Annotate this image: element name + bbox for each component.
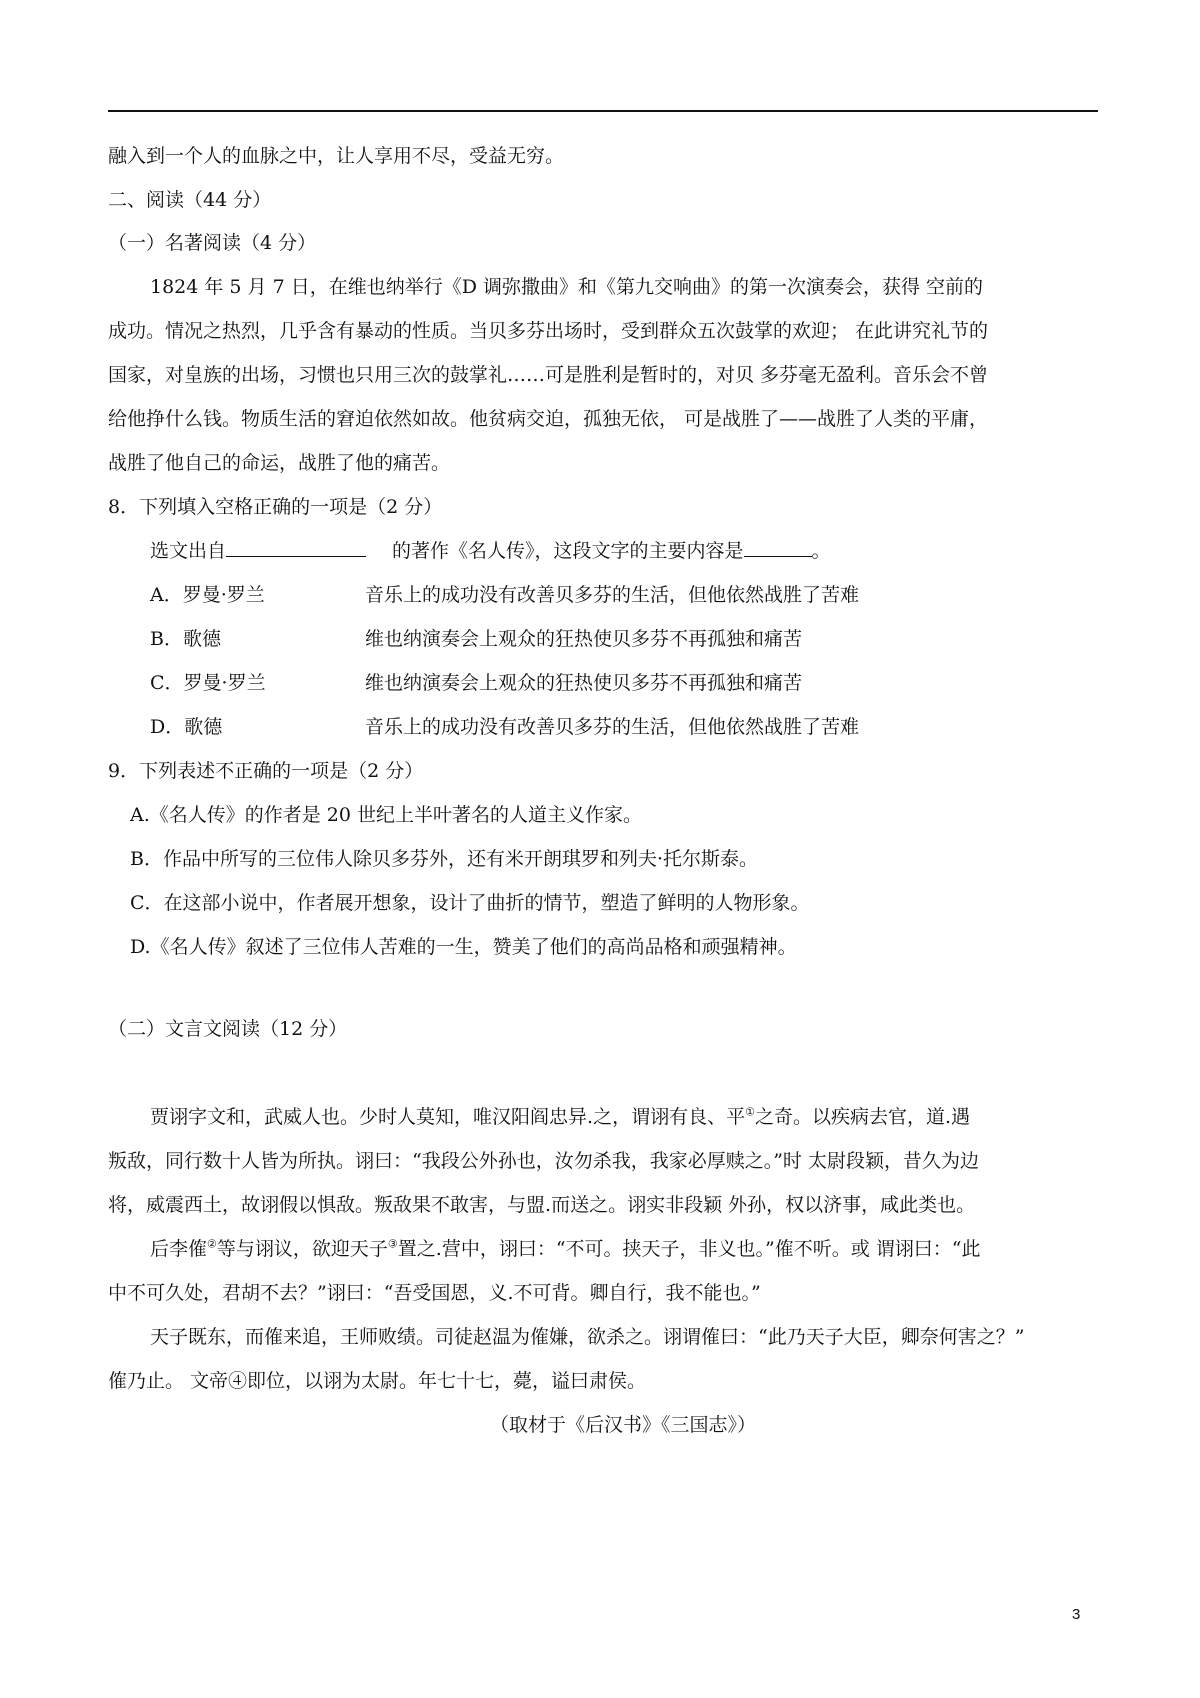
passage-line: 给他挣什么钱。物质生活的窘迫依然如故。他贫病交迫，孤独无依， 可是战胜了——战胜了人类的平庸， — [108, 408, 989, 430]
footnote-mark: ③ — [387, 1237, 398, 1251]
text: 等与诩议，欲迎天子 — [216, 1238, 388, 1260]
source-citation: （取材于《后汉书》《三国志》） — [490, 1414, 757, 1436]
subsection-heading: （二）文言文阅读（12 分） — [108, 1018, 348, 1040]
answer-blank — [226, 538, 366, 557]
question-8: 8．下列填入空格正确的一项是（2 分） — [108, 496, 443, 518]
section-heading: 二、阅读（44 分） — [108, 189, 272, 211]
text: 营中，诩曰：“不可。挟天子，非义也。”傕不听。或 谓诩曰：“此 — [441, 1238, 981, 1260]
classical-passage-line — [150, 1236, 981, 1262]
text: 后李傕 — [150, 1238, 208, 1260]
text: 之奇。以疾病去官，道 — [754, 1106, 945, 1128]
stem-text: 。 — [811, 540, 831, 562]
answer-blank — [744, 538, 812, 557]
emphasis-dot: . — [435, 1238, 442, 1260]
text: 置之 — [397, 1238, 436, 1260]
subsection-heading: （一）名著阅读（4 分） — [108, 232, 317, 254]
emphasis-dot: . — [545, 1194, 552, 1216]
text: 不可背。卿自行，我不能也。” — [513, 1282, 761, 1304]
option-letter: B．歌德 — [150, 628, 221, 650]
option-a — [150, 582, 265, 608]
header-rule — [108, 110, 1098, 112]
text-line: 融入到一个人的血脉之中，让人享用不尽，受益无穷。 — [108, 145, 565, 167]
text: 遇 — [951, 1106, 971, 1128]
footnote-mark: ② — [207, 1237, 217, 1251]
option-letter: C．罗曼·罗兰 — [150, 672, 266, 694]
passage-line: 成功。情况之热烈，几乎含有暴动的性质。当贝多芬出场时，受到群众五次鼓掌的欢迎； 在此讲究礼节的 — [108, 320, 989, 342]
option-c — [150, 670, 266, 696]
classical-passage-line: 叛敌，同行数十人皆为所执。诩曰：“我段公外孙也，汝勿杀我，我家必厚赎之。”时 太尉段颖，昔久为边 — [108, 1150, 979, 1172]
passage-line: 1824 年 5 月 7 日，在维也纳举行《D 调弥撒曲》和《第九交响曲》的第一次演奏会，获得 空前的 — [150, 276, 984, 298]
passage-line: 国家，对皇族的出场，习惯也只用三次的鼓掌礼……可是胜利是暂时的，对贝 多芬毫无盈利。音乐会不曾 — [108, 364, 989, 386]
emphasis-dot: . — [507, 1282, 514, 1304]
stem-text: 的著作《名人传》，这段文字的主要内容是 — [392, 540, 744, 562]
passage-line: 战胜了他自己的命运，战胜了他的痛苦。 — [108, 452, 451, 474]
option-b: B．作品中所写的三位伟人除贝多芬外，还有米开朗琪罗和列夫·托尔斯泰。 — [130, 848, 759, 870]
question-8-stem — [150, 538, 831, 564]
option-d-text: 音乐上的成功没有改善贝多芬的生活，但他依然战胜了苦难 — [365, 716, 860, 738]
option-d — [150, 714, 222, 740]
emphasis-dot: . — [944, 1106, 952, 1128]
option-letter: D．歌德 — [150, 716, 223, 738]
text: 贾诩字文和，武威人也。少时人莫知，唯汉阳阎忠异 — [150, 1106, 588, 1128]
classical-passage-line — [150, 1104, 970, 1130]
option-a: A.《名人传》的作者是 20 世纪上半叶著名的人道主义作家。 — [130, 804, 643, 826]
question-9: 9．下列表述不正确的一项是（2 分） — [108, 760, 424, 782]
footnote-mark: ① — [745, 1105, 755, 1119]
option-b-text: 维也纳演奏会上观众的狂热使贝多芬不再孤独和痛苦 — [365, 628, 803, 650]
text: 之，谓诩有良、平 — [593, 1106, 746, 1128]
emphasis-dot: . — [587, 1106, 594, 1128]
stem-text: 选文出自 — [150, 540, 227, 562]
option-d: D.《名人传》叙述了三位伟人苦难的一生，赞美了他们的高尚品格和顽强精神。 — [130, 936, 797, 958]
text: 而送之。诩实非段颖 外孙，权以济事，咸此类也。 — [551, 1194, 976, 1216]
classical-passage-line — [108, 1280, 761, 1306]
option-a-text: 音乐上的成功没有改善贝多芬的生活，但他依然战胜了苦难 — [365, 584, 860, 606]
classical-passage-line — [108, 1192, 975, 1218]
text: 将，威震西土，故诩假以惧敌。叛敌果不敢害，与盟 — [108, 1194, 546, 1216]
text: 中不可久处，君胡不去？”诩曰：“吾受国恩，义 — [108, 1282, 508, 1304]
classical-passage-line: 傕乃止。 文帝④即位，以诩为太尉。年七十七，薨，谥曰肃侯。 — [108, 1370, 647, 1392]
option-c: C．在这部小说中，作者展开想象，设计了曲折的情节，塑造了鲜明的人物形象。 — [130, 892, 810, 914]
page-number: 3 — [1072, 1606, 1081, 1623]
option-b — [150, 626, 221, 652]
classical-passage-line: 天子既东，而傕来追，王师败绩。司徒赵温为傕嫌，欲杀之。诩谓傕曰：“此乃天子大臣，卿奈何害之？” — [150, 1326, 1025, 1348]
option-letter: A．罗曼·罗兰 — [150, 584, 265, 606]
option-c-text: 维也纳演奏会上观众的狂热使贝多芬不再孤独和痛苦 — [365, 672, 803, 694]
